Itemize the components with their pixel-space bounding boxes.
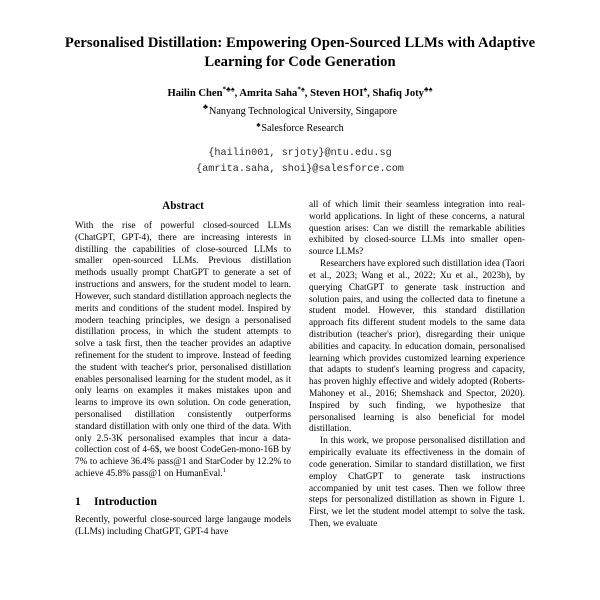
author-marks: *♣♠ xyxy=(222,85,235,94)
author-entry xyxy=(372,85,433,99)
author-marks: ♣♠ xyxy=(423,85,433,94)
footnote-marker: 1 xyxy=(222,466,226,474)
abstract-body: With the rise of powerful closed-sourced LLMs (ChatGPT, GPT-4), there are increasing interests in distilling the capabilities of close-sourced LLMs to smaller open-sourced LLMs. Previous distillation methods usually prompt ChatGPT to generate a set of instructions and answers, for the student model to learn. However, such standard distillation approach neglects the merits and conditions of the student model. Inspired by modern teaching principles, we design a personalised distillation process, in which the student attempts to solve a task first, then the teacher provides an adaptive refinement for the student to improve. Instead of feeding the student with teacher's prior, personalised distillation enables personalised learning for the student model, as it only learns on examples it makes mistakes upon and learns to improve its own solution. On code generation, personalised distillation consistently outperforms standard distillation with only one third of the data. With only 2.5-3K personalised examples that incur a data-collection cost of 4-6$, we boost CodeGen-mono-16B by 7% to achieve 36.4% pass@1 and StarCoder by 12.2% to achieve 45.8% pass@1 on HumanEval. xyxy=(75,221,291,480)
right-paragraph-3: In this work, we propose personalised distillation and empirically evaluate its effectiveness in the domain of code generation. Similar to standard distillation, we first employ ChatGPT to generate task instructions accompanied by unit test cases. Then we follow three steps for personalized distillation as shown in Figure 1. First, we let the student model attempt to solve the task. Then, we evaluate xyxy=(309,436,525,529)
page-title: Personalised Distillation: Empowering Open-Sourced LLMs with Adaptive Learning for Code Generation xyxy=(64,35,536,70)
right-column xyxy=(309,200,525,600)
author-marks: ♠ xyxy=(363,85,368,94)
author-name: Steven HOI xyxy=(310,87,364,99)
abstract-text xyxy=(75,221,291,481)
author-name: Hailin Chen xyxy=(167,87,223,99)
section-number: 1 xyxy=(75,494,81,508)
email-line-ntu: {hailin001, srjoty}@ntu.edu.sg xyxy=(208,148,392,160)
author-list: Hailin Chen*♣♠, Amrita Saha*♠, Steven HOI♠, Shafiq Joty♣♠ xyxy=(167,85,433,99)
right-paragraph-1: all of which limit their seamless integration into real-world applications. In light of these concerns, a natural question arises: Can we distill the remarkable abilities exhibited by closed-source LLMs into smaller open-source LLMs? xyxy=(309,200,525,258)
left-column xyxy=(75,200,291,600)
section-heading-introduction xyxy=(75,481,291,515)
email-line-salesforce: {amrita.saha, shoi}@salesforce.com xyxy=(196,164,404,176)
abstract-heading: Abstract xyxy=(162,200,204,212)
affiliation-text: Nanyang Technological University, Singapore xyxy=(208,105,397,117)
affiliation-2 xyxy=(0,119,600,137)
author-name: Shafiq Joty xyxy=(372,87,424,99)
author-entry xyxy=(167,85,235,99)
affiliation-symbol-club: ♣ xyxy=(203,102,208,112)
author-marks: *♠ xyxy=(297,85,305,94)
author-entry xyxy=(239,85,305,99)
section-title: Introduction xyxy=(94,494,157,508)
affiliation-1 xyxy=(0,101,600,119)
author-entry xyxy=(310,85,368,99)
author-name: Amrita Saha xyxy=(239,87,298,99)
affiliation-symbol-spade: ♠ xyxy=(256,119,261,129)
body-columns xyxy=(0,200,600,600)
affiliation-text: Salesforce Research xyxy=(261,123,344,135)
introduction-paragraph-1: Recently, powerful close-sourced large langauge models (LLMs) including ChatGPT, GPT-4 have xyxy=(75,514,291,537)
email-block xyxy=(0,136,600,178)
right-paragraph-2: Researchers have explored such distillation idea (Taori et al., 2023; Wang et al., 2022; Xu et al., 2023b), by querying ChatGPT to generate task instruction and solution pairs, and using the collected data to finetune a student model. However, this standard distillation approach fits different student models to the same data distribution (teacher's prior), disregarding their unique abilities and capacity. In education domain, personalised learning which provides customized learning experience that adapts to student's learning progress and capacity, has proven highly effective and widely adopted (Roberts-Mahoney et al., 2016; Shemshack and Spector, 2020). Inspired by such finding, we hypothesize that personalised learning is also beneficial for model distillation. xyxy=(309,259,525,435)
